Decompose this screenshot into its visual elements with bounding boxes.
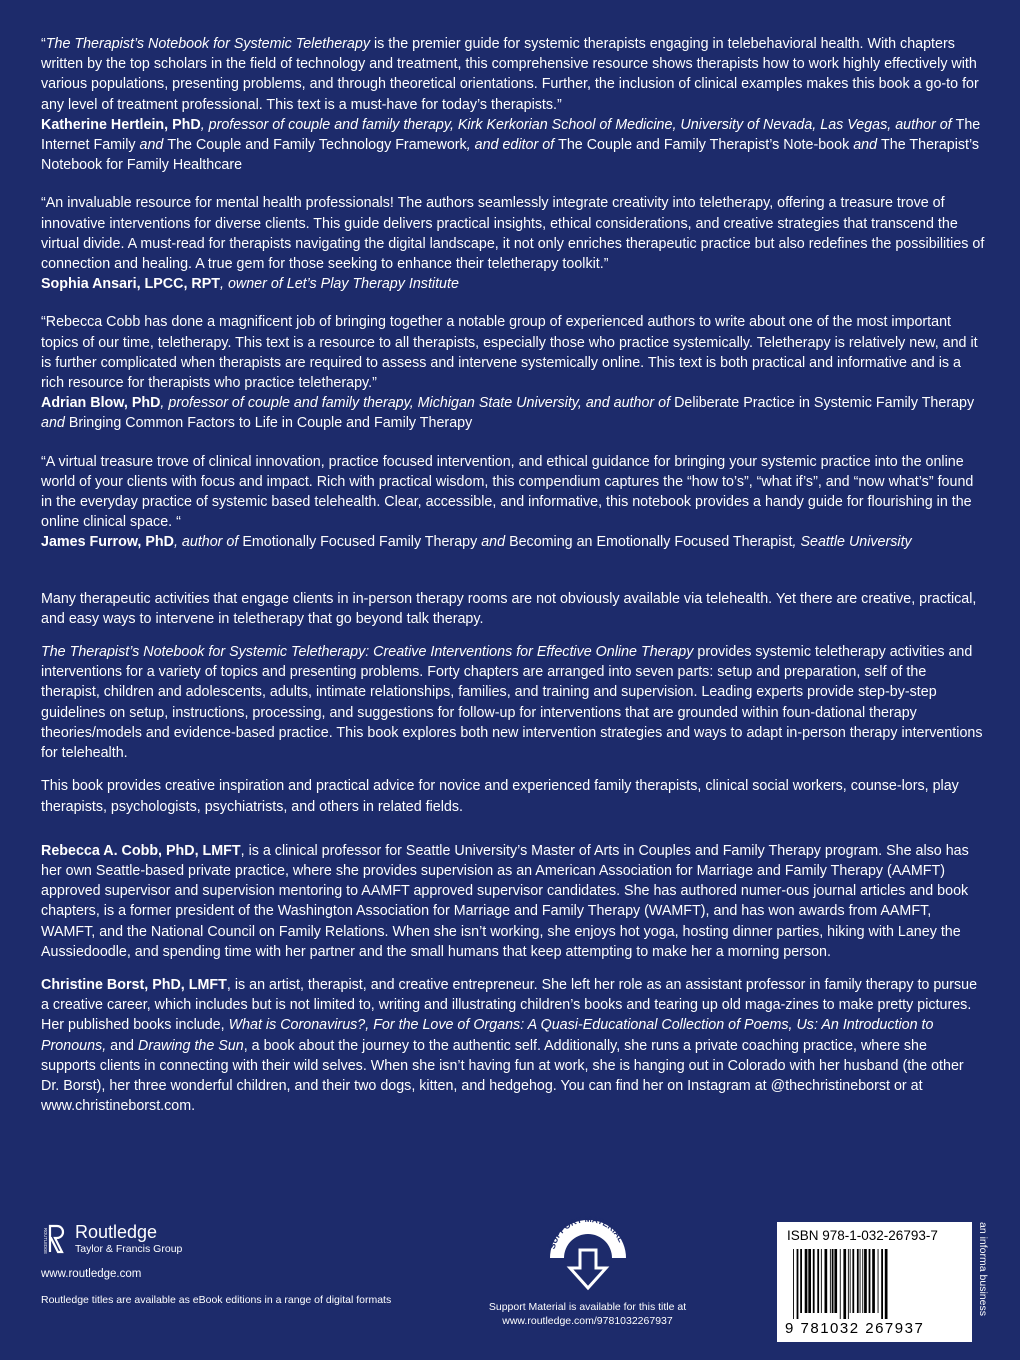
endorsement-quote [41, 312, 985, 433]
endorsement-quote [41, 34, 985, 175]
barcode-bar [857, 1249, 859, 1313]
barcode-bar [852, 1249, 854, 1313]
ebook-note: Routledge titles are available as eBook editions in a range of digital formats [41, 1294, 392, 1306]
book-full-title: The Therapist’s Notebook for Systemic Teletherapy: Creative Interventions for Effective Online Therapy [41, 644, 694, 661]
barcode-bar [885, 1249, 888, 1319]
book-description [41, 589, 985, 817]
barcode-bar [830, 1249, 831, 1313]
barcode-bar [843, 1249, 846, 1319]
barcode-bar [869, 1249, 871, 1313]
description-paragraph: This book provides creative inspiration and practical advice for novice and experienced family therapists, clinical social workers, counse-lors, play therapists, psychologists, psychiatrists, and others in related fields. [41, 778, 959, 815]
book-title: The Therapist’s Notebook for Systemic Teletherapy [45, 36, 370, 52]
endorser-name: James Furrow, PhD [41, 534, 174, 551]
quote-body: “The Therapist’s Notebook for Systemic Teletherapy is the premier guide for systemic therapists engaging in telebehavioral health. With chapters written by the top scholars in the field of technology and treatment, this comprehensive resource shows therapists how to work highly effectively with various populations, presenting problems, and through theoretical orientations. Further, the inclusion of clinical examples makes this book a go-to for any level of treatment professional. This text is a must-have for today’s therapists.” [41, 36, 979, 113]
quote-body: “Rebecca Cobb has done a magnificent job of bringing together a notable group of experienced authors to write about one of the most important topics of our time, teletherapy. This text is a resource to all therapists, especially those who practice systemically. Teletherapy is relatively new, and it is further complicated when therapists are required to assess and intervene systemically online. This text is both practical and informative and is a rich resource for therapists who practice teletherapy.” [41, 314, 978, 392]
author-bio: Rebecca A. Cobb, PhD, LMFT, is a clinical professor for Seattle University’s Master of Arts in Couples and Family Therapy program. She also has her own Seattle-based private practice, where she provides supervision as an American Association for Marriage and Family Therapy (AAMFT) approved supervisor and supervision mentoring to AAMFT approved supervisor candidates. She has authored numer-ous journal articles and book chapters, is a former president of the Washington Association for Marriage and Family Therapy (WAMFT), and has won awards from AAMFT, WAMFT, and the National Council on Family Relations. When she isn’t working, she enjoys hot yoga, hosting dinner parties, hiking with Laney the Aussiedoodle, and spending time with her partner and the small humans that keep attempting to make her a morning person. [41, 842, 969, 960]
publisher-group: Taylor & Francis Group [75, 1243, 183, 1255]
barcode-bar [800, 1249, 802, 1313]
informa-tagline: an informa business [977, 1222, 989, 1316]
barcode-bar [797, 1249, 799, 1319]
barcode-panel [777, 1222, 972, 1342]
author-name: Rebecca A. Cobb, PhD, LMFT [41, 842, 241, 859]
support-note: Support Material is available for this title at [488, 1301, 687, 1313]
barcode-bar [834, 1249, 837, 1313]
cover-text [41, 34, 985, 1129]
support-material-block [480, 1216, 695, 1328]
barcode-bar [872, 1249, 875, 1313]
isbn-label: ISBN 978-1-032-26793-7 [787, 1228, 938, 1243]
svg-text:ROUTLEDGE: ROUTLEDGE [43, 1228, 48, 1255]
endorsement-quote [41, 193, 985, 294]
publisher-block [41, 1222, 461, 1306]
barcode-bar [850, 1249, 851, 1313]
author-bios [41, 841, 985, 1117]
barcode-bar [881, 1249, 883, 1319]
support-material-icon [540, 1216, 636, 1296]
barcode-bar [864, 1249, 867, 1313]
barcode-bar [813, 1249, 815, 1313]
publisher-logo [41, 1222, 461, 1262]
barcode-bar [817, 1249, 819, 1313]
author-name: Christine Borst, PhD, LMFT [41, 976, 227, 993]
barcode-bar [825, 1249, 828, 1313]
barcode-bar [793, 1249, 794, 1319]
quote-attribution: Sophia Ansari, LPCC, RPT, owner of Let’s Play Therapy Institute [41, 276, 459, 293]
barcode-bar [821, 1249, 822, 1313]
publisher-website[interactable]: www.routledge.com [41, 1268, 142, 1280]
endorser-name: Sophia Ansari, LPCC, RPT [41, 276, 220, 293]
description-paragraph: Many therapeutic activities that engage clients in in-person therapy rooms are not obviously available via telehealth. Yet there are creative, practical, and easy ways to intervene in teletherapy that go beyond talk therapy. [41, 590, 977, 627]
barcode-bar [860, 1249, 861, 1313]
description-paragraph: The Therapist’s Notebook for Systemic Teletherapy: Creative Interventions for Effective Online Therapy provides systemic teletherapy activities and interventions for a variety of topics and presenting problems. Forty chapters are arranged into seven parts: setup and preparation, self of the therapist, children and adolescents, adults, intimate relationships, families, and training and supervision. Leading experts provide step-by-step guidelines on setup, instructions, processing, and suggestions for follow-up for interventions that are grounded within foun-dational therapy theories/models and evidence-based practice. This book explores both new intervention strategies and ways to adapt in-person therapy interventions for telehealth. [41, 644, 983, 762]
support-url[interactable]: www.routledge.com/9781032267937 [502, 1315, 673, 1327]
endorser-name: Katherine Hertlein, PhD [41, 116, 201, 133]
barcode-bar [808, 1249, 811, 1313]
quote-attribution: James Furrow, PhD, author of Emotionally Focused Family Therapy and Becoming an Emotionally Focused Therapist, Seattle University [41, 534, 912, 551]
quote-attribution: Katherine Hertlein, PhD, professor of couple and family therapy, Kirk Kerkorian School of Medicine, University of Nevada, Las Vegas, author of The Internet Family and The Couple and Family Technology Framework, and editor of The Couple and Family Therapist’s Note-book and The Therapist’s Notebook for Family Healthcare [41, 116, 981, 174]
endorser-name: Adrian Blow, PhD [41, 395, 161, 412]
barcode-bar [840, 1249, 841, 1319]
endorsement-quote [41, 452, 985, 553]
barcode-bar [832, 1249, 834, 1313]
barcode-bar [805, 1249, 808, 1313]
publisher-name: Routledge [75, 1222, 158, 1242]
routledge-logo-icon [41, 1222, 67, 1262]
barcode-icon [787, 1249, 962, 1319]
svg-text:SUPPORT MATERIAL: SUPPORT MATERIAL [546, 1216, 627, 1251]
quote-body: “An invaluable resource for mental health professionals! The authors seamlessly integrate creativity into teletherapy, offering a treasure trove of innovative interventions for diverse clients. This guide delivers practical insights, ethical considerations, and creative strategies that transcend the virtual divide. A must-read for therapists navigating the digital landscape, it not only enriches therapeutic practice but also redefines the possibilities of connection and healing. A true gem for those seeking to enhance their teletherapy toolkit.” [41, 195, 985, 273]
barcode-bar [878, 1249, 879, 1313]
barcode-bar [862, 1249, 863, 1313]
barcode-bar [848, 1249, 849, 1319]
author-bio: Christine Borst, PhD, LMFT, is an artist, therapist, and creative entrepreneur. She left her role as an assistant professor in family therapy to pursue a creative career, which includes but is not limited to, writing and illustrating children’s books and tearing up old maga-zines to make pretty pictures. Her published books include, What is Coronavirus?, For the Love of Organs: A Quasi-Educational Collection of Poems, Us: An Introduction to Pronouns, and Drawing the Sun, a book about the journey to the authentic self. Additionally, she runs a private coaching practice, where she supports clients in connecting with their wild selves. When she isn’t having fun at work, she is hanging out in Colorado with her husband (the other Dr. Borst), her three wonderful children, and their two dogs, kitten, and hedgehog. You can find her on Instagram at @thechristineborst or at www.christineborst.com. [41, 976, 978, 1115]
barcode-digits: 9 781032 267937 [785, 1320, 925, 1337]
quote-body: “A virtual treasure trove of clinical innovation, practice focused intervention, and ethical guidance for bringing your systemic practice into the online world of your clients with focus and impact. Rich with practical wisdom, this compendium captures the “how to’s”, “what if’s”, and “now what’s” found in the everyday practice of systemic based telehealth. Clear, accessible, and informative, this notebook provides a handy guide for flourishing in the online clinical space. “ [41, 453, 974, 531]
quote-attribution: Adrian Blow, PhD, professor of couple and family therapy, Michigan State University, and author of Deliberate Practice in Systemic Family Therapy and Bringing Common Factors to Life in Couple and Family Therapy [41, 395, 975, 432]
